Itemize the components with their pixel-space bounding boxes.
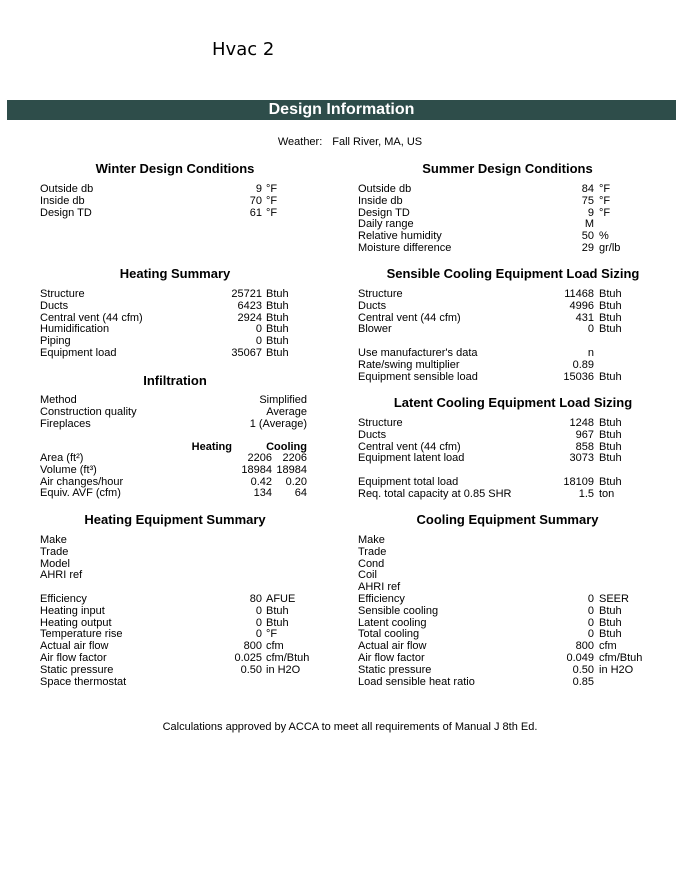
- row-value: 0: [587, 323, 594, 336]
- infiltration-cooling: 0.20: [285, 475, 307, 488]
- row-label: Trade: [40, 545, 69, 558]
- weather-line: [0, 136, 700, 148]
- winter-row: [40, 184, 300, 195]
- row-label: Space thermostat: [40, 675, 127, 688]
- row-label: Moisture difference: [358, 242, 452, 254]
- sensible-row: [358, 372, 658, 383]
- row-value: 0: [255, 335, 262, 348]
- winter-row: [40, 208, 300, 219]
- row-unit: Btuh: [266, 616, 289, 629]
- infiltration-table-row: [40, 465, 310, 476]
- row-label: Latent cooling: [358, 616, 427, 629]
- infiltration-label: Volume (ft³): [40, 463, 97, 476]
- row-label: Make: [358, 534, 385, 546]
- row-label: Structure: [40, 288, 85, 300]
- heating-equipment-row: [40, 629, 310, 640]
- row-unit: Btuh: [599, 628, 622, 641]
- row-label: Design TD: [358, 206, 410, 219]
- row-label: Method: [40, 394, 77, 406]
- heating-summary-row: [40, 324, 300, 335]
- row-label: Air flow factor: [358, 652, 425, 664]
- row-value: 0: [255, 628, 262, 641]
- row-value: 18109: [563, 476, 594, 488]
- heating-equipment-title: Heating Equipment Summary: [84, 512, 266, 527]
- row-label: Construction quality: [40, 405, 137, 418]
- cooling-equipment-row: [358, 582, 658, 593]
- row-unit: ton: [599, 487, 615, 500]
- infiltration-heating: 0.42: [250, 475, 272, 488]
- row-unit: Btuh: [266, 311, 289, 324]
- infiltration-row: [40, 395, 310, 406]
- heating-equipment-row: [40, 535, 310, 546]
- row-value: 858: [575, 440, 594, 453]
- latent-row: [358, 453, 658, 464]
- row-value: Simplified: [259, 394, 307, 406]
- row-label: Use manufacturer's data: [358, 347, 478, 359]
- row-label: Outside db: [358, 183, 412, 195]
- sensible-row: [358, 313, 658, 324]
- row-unit: Btuh: [599, 428, 622, 441]
- heating-equipment-row: [40, 653, 310, 664]
- row-value: 75: [581, 194, 594, 207]
- row-unit: Btuh: [599, 323, 622, 336]
- heating-summary-row: [40, 336, 300, 347]
- row-unit: cfm: [599, 640, 617, 653]
- row-unit: cfm/Btuh: [599, 652, 643, 664]
- row-label: Equipment total load: [358, 476, 459, 488]
- infiltration-heating: 2206: [247, 452, 272, 464]
- summer-design-title: Summer Design Conditions: [422, 161, 593, 176]
- heating-summary-row: [40, 289, 300, 300]
- cooling-equipment-row: [358, 570, 658, 581]
- row-value: 0.025: [234, 652, 262, 664]
- row-label: AHRI ref: [358, 581, 401, 594]
- row-value: 29: [581, 242, 594, 254]
- heating-equipment-row: [40, 641, 310, 652]
- row-value: n: [587, 347, 594, 359]
- latent-row: [358, 430, 658, 441]
- row-unit: Btuh: [266, 323, 289, 336]
- design-information-banner: Design Information: [7, 100, 676, 120]
- row-value: M: [584, 218, 594, 231]
- row-unit: Btuh: [599, 604, 622, 617]
- row-value: 61: [249, 206, 262, 219]
- heating-summary-row: [40, 348, 300, 359]
- infiltration-cooling-header: Cooling: [266, 441, 307, 453]
- cooling-equipment-row: [358, 677, 658, 688]
- row-value: Average: [266, 405, 307, 418]
- heating-summary-title: Heating Summary: [119, 266, 231, 281]
- row-unit: °F: [266, 206, 278, 219]
- row-unit: cfm/Btuh: [266, 652, 310, 664]
- sensible-cooling-title: Sensible Cooling Equipment Load Sizing: [386, 266, 640, 281]
- infiltration-label: Area (ft²): [40, 452, 84, 464]
- row-value: 0.049: [566, 652, 594, 664]
- sensible-row: [358, 360, 658, 371]
- latent-cooling-title: Latent Cooling Equipment Load Sizing: [393, 395, 633, 410]
- row-label: Ducts: [358, 428, 387, 441]
- row-value: 3073: [569, 452, 594, 465]
- row-label: Make: [40, 534, 67, 546]
- row-label: Central vent (44 cfm): [358, 311, 461, 324]
- row-label: Central vent (44 cfm): [358, 440, 461, 453]
- cooling-equipment-row: [358, 641, 658, 652]
- row-label: Daily range: [358, 218, 414, 231]
- row-label: Temperature rise: [40, 628, 123, 641]
- row-value: 50: [581, 230, 594, 243]
- row-value: 15036: [563, 370, 594, 383]
- cooling-equipment-row: [358, 665, 658, 676]
- row-label: Trade: [358, 545, 387, 558]
- row-label: Piping: [40, 335, 71, 348]
- heating-equipment-row: [40, 547, 310, 558]
- heating-equipment-row: [40, 570, 310, 581]
- sensible-row: [358, 324, 658, 335]
- row-unit: %: [599, 230, 609, 243]
- row-value: 1 (Average): [249, 417, 307, 430]
- row-label: Sensible cooling: [358, 604, 439, 617]
- infiltration-heating-header: Heating: [191, 441, 232, 453]
- row-value: 431: [575, 311, 594, 324]
- infiltration-cooling: 2206: [282, 452, 307, 464]
- sensible-row: [358, 289, 658, 300]
- sensible-row: [358, 348, 658, 359]
- row-unit: °F: [266, 183, 278, 195]
- row-value: 11468: [564, 288, 594, 300]
- row-label: Ducts: [358, 299, 387, 312]
- row-unit: Btuh: [266, 335, 289, 348]
- summer-row: [358, 196, 658, 207]
- row-label: Static pressure: [40, 663, 114, 676]
- cooling-equipment-row: [358, 629, 658, 640]
- row-unit: Btuh: [599, 616, 622, 629]
- row-label: Rate/swing multiplier: [358, 358, 460, 371]
- row-label: Fireplaces: [40, 417, 91, 430]
- row-value: 9: [255, 183, 262, 195]
- latent-row: [358, 418, 658, 429]
- row-value: 0: [255, 616, 262, 629]
- cooling-equipment-row: [358, 653, 658, 664]
- row-unit: °F: [599, 183, 611, 195]
- row-value: 800: [243, 640, 262, 653]
- infiltration-table-row: [40, 453, 310, 464]
- row-label: Static pressure: [358, 663, 432, 676]
- row-value: 967: [575, 428, 594, 441]
- summer-row: [358, 219, 658, 230]
- row-value: 0.89: [572, 358, 594, 371]
- summer-row: [358, 231, 658, 242]
- row-value: 84: [581, 183, 594, 195]
- row-label: Blower: [358, 323, 392, 336]
- cooling-equipment-row: [358, 547, 658, 558]
- row-label: Inside db: [358, 194, 403, 207]
- row-unit: Btuh: [599, 370, 622, 383]
- row-label: Load sensible heat ratio: [358, 675, 475, 688]
- row-value: 800: [575, 640, 594, 653]
- summer-row: [358, 208, 658, 219]
- row-label: Air flow factor: [40, 652, 107, 664]
- row-label: Efficiency: [40, 593, 87, 605]
- row-unit: cfm: [266, 640, 284, 653]
- infiltration-table-row: [40, 488, 310, 499]
- infiltration-heating: 18984: [241, 463, 272, 476]
- latent-row: [358, 477, 658, 488]
- row-unit: °F: [266, 194, 278, 207]
- row-value: 35067: [231, 347, 262, 359]
- summer-row: [358, 184, 658, 195]
- acca-footer: Calculations approved by ACCA to meet all requirements of Manual J 8th Ed.: [162, 721, 538, 733]
- row-label: Equipment sensible load: [358, 370, 478, 383]
- row-value: 0.85: [572, 675, 594, 688]
- row-unit: °F: [599, 206, 611, 219]
- weather-value: Fall River, MA, US: [332, 136, 423, 148]
- row-label: Actual air flow: [358, 640, 427, 653]
- summer-row: [358, 243, 658, 254]
- winter-design-title: Winter Design Conditions: [95, 161, 255, 176]
- row-value: 2924: [237, 311, 262, 324]
- row-label: Coil: [358, 569, 377, 582]
- infiltration-cooling: 18984: [276, 463, 307, 476]
- row-unit: Btuh: [599, 288, 622, 300]
- heating-equipment-row: [40, 665, 310, 676]
- row-value: 1.5: [578, 487, 594, 500]
- row-label: Ducts: [40, 299, 69, 312]
- latent-row: [358, 489, 658, 500]
- infiltration-row: [40, 407, 310, 418]
- heating-equipment-row: [40, 559, 310, 570]
- row-label: Cond: [358, 557, 385, 570]
- infiltration-cooling: 64: [294, 487, 307, 500]
- infiltration-row: [40, 419, 310, 430]
- row-value: 9: [587, 206, 594, 219]
- row-label: Outside db: [40, 183, 94, 195]
- row-value: 80: [249, 593, 262, 605]
- infiltration-heating: 134: [253, 487, 272, 500]
- row-label: Heating input: [40, 604, 105, 617]
- cooling-equipment-row: [358, 606, 658, 617]
- row-label: Relative humidity: [358, 230, 442, 243]
- row-value: 1248: [569, 417, 594, 429]
- row-value: 4996: [569, 299, 594, 312]
- document-title: Hvac 2: [212, 39, 275, 60]
- row-label: Actual air flow: [40, 640, 109, 653]
- row-unit: Btuh: [599, 440, 622, 453]
- row-value: 70: [249, 194, 262, 207]
- row-label: Efficiency: [358, 593, 405, 605]
- cooling-equipment-row: [358, 618, 658, 629]
- cooling-equipment-row: [358, 559, 658, 570]
- row-unit: Btuh: [599, 452, 622, 465]
- row-label: Design TD: [40, 206, 92, 219]
- row-unit: Btuh: [266, 299, 289, 312]
- row-value: 0.50: [572, 663, 594, 676]
- row-unit: °F: [266, 628, 278, 641]
- row-unit: Btuh: [266, 604, 289, 617]
- row-value: 0: [255, 604, 262, 617]
- row-label: Heating output: [40, 616, 112, 629]
- infiltration-label: Equiv. AVF (cfm): [40, 487, 121, 500]
- infiltration-title: Infiltration: [143, 373, 207, 388]
- infiltration-label: Air changes/hour: [40, 475, 124, 488]
- cooling-equipment-title: Cooling Equipment Summary: [416, 512, 599, 527]
- row-label: Req. total capacity at 0.85 SHR: [358, 487, 512, 500]
- row-unit: Btuh: [599, 311, 622, 324]
- heating-equipment-row: [40, 677, 310, 688]
- row-value: 25721: [231, 288, 262, 300]
- row-label: Total cooling: [358, 628, 420, 641]
- heating-equipment-row: [40, 606, 310, 617]
- row-label: Structure: [358, 288, 403, 300]
- row-value: 0: [587, 628, 594, 641]
- row-unit: AFUE: [266, 593, 296, 605]
- row-value: 0.50: [240, 663, 262, 676]
- row-unit: Btuh: [599, 299, 622, 312]
- row-unit: °F: [599, 194, 611, 207]
- heating-summary-row: [40, 301, 300, 312]
- row-value: 0: [255, 323, 262, 336]
- row-label: Central vent (44 cfm): [40, 311, 143, 324]
- row-unit: Btuh: [599, 476, 622, 488]
- winter-row: [40, 196, 300, 207]
- cooling-equipment-row: [358, 535, 658, 546]
- row-value: 0: [587, 616, 594, 629]
- row-unit: in H2O: [599, 663, 634, 676]
- row-unit: in H2O: [266, 663, 301, 676]
- row-unit: gr/lb: [599, 242, 621, 254]
- row-label: Equipment load: [40, 347, 117, 359]
- latent-row: [358, 442, 658, 453]
- row-label: Humidification: [40, 323, 110, 336]
- heating-summary-row: [40, 313, 300, 324]
- heating-equipment-row: [40, 618, 310, 629]
- infiltration-table-row: [40, 477, 310, 488]
- row-value: 6423: [237, 299, 262, 312]
- row-value: 0: [587, 604, 594, 617]
- row-label: Equipment latent load: [358, 452, 465, 465]
- row-label: AHRI ref: [40, 569, 83, 582]
- row-value: 0: [587, 593, 594, 605]
- row-unit: Btuh: [266, 288, 289, 300]
- row-label: Model: [40, 557, 70, 570]
- row-unit: Btuh: [266, 347, 289, 359]
- row-label: Structure: [358, 417, 403, 429]
- weather-label: Weather:: [277, 136, 323, 148]
- sensible-row: [358, 301, 658, 312]
- row-unit: Btuh: [599, 417, 622, 429]
- row-label: Inside db: [40, 194, 85, 207]
- heating-equipment-row: [40, 594, 310, 605]
- cooling-equipment-row: [358, 594, 658, 605]
- row-unit: SEER: [599, 593, 629, 605]
